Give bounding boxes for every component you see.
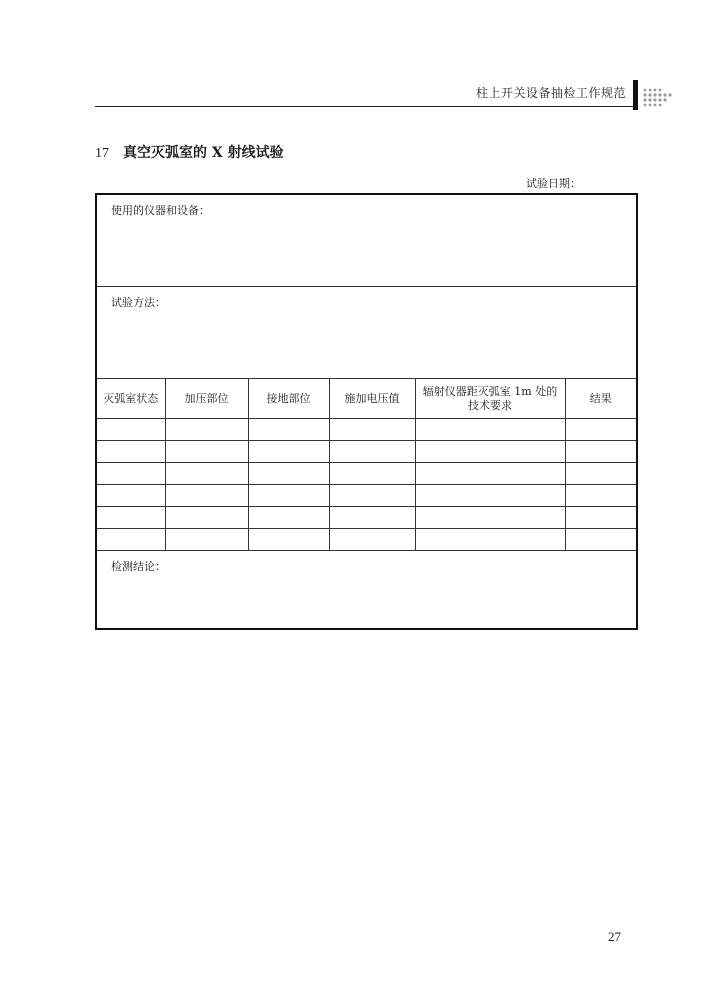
table-row [96,463,637,485]
table-cell[interactable] [565,507,637,529]
section-heading [95,142,284,162]
column-header: 加压部位 [165,379,248,419]
table-cell[interactable] [565,419,637,441]
page-number: 27 [608,929,621,944]
test-date-label: 试验日期： [526,177,581,190]
equipment-block[interactable] [96,194,637,287]
table-cell[interactable] [565,485,637,507]
table-cell[interactable] [165,419,248,441]
column-header [415,379,565,419]
conclusion-label: 检测结论： [111,560,166,573]
table-cell[interactable] [96,507,165,529]
equipment-label: 使用的仪器和设备： [111,204,210,217]
table-cell[interactable] [96,463,165,485]
header-dots-decoration [641,86,675,108]
section-number: 17 [95,146,109,161]
column-header: 结果 [565,379,637,419]
table-cell[interactable] [565,463,637,485]
table-cell[interactable] [165,485,248,507]
method-label: 试验方法： [111,296,166,309]
table-cell[interactable] [165,463,248,485]
table-cell[interactable] [329,441,415,463]
table-cell[interactable] [96,485,165,507]
table-cell[interactable] [329,463,415,485]
table-row [96,441,637,463]
table-cell[interactable] [248,463,329,485]
running-header [95,78,636,107]
table-cell[interactable] [96,419,165,441]
column-header-line: 技术要求 [468,398,512,412]
table-cell[interactable] [415,529,565,551]
section-title: 真空灭弧室的 X 射线试验 [123,145,284,161]
table-cell[interactable] [329,485,415,507]
table-cell[interactable] [165,507,248,529]
table-cell[interactable] [248,485,329,507]
header-accent-bar [633,80,638,110]
conclusion-block[interactable] [96,551,637,630]
table-cell[interactable] [415,507,565,529]
table-cell[interactable] [96,529,165,551]
column-header: 施加电压值 [329,379,415,419]
table-cell[interactable] [415,441,565,463]
table-cell[interactable] [248,507,329,529]
table-cell[interactable] [96,441,165,463]
method-block[interactable] [96,287,637,379]
table-row [96,419,637,441]
running-title: 柱上开关设备抽检工作规范 [475,86,626,100]
table-cell[interactable] [248,529,329,551]
table-header-row [96,379,637,419]
column-header: 灭弧室状态 [96,379,165,419]
table-cell[interactable] [565,529,637,551]
table-cell[interactable] [329,419,415,441]
table-cell[interactable] [329,529,415,551]
table-cell[interactable] [415,463,565,485]
table-cell[interactable] [165,529,248,551]
table-cell[interactable] [248,419,329,441]
table-row [96,507,637,529]
table-cell[interactable] [165,441,248,463]
column-header-line: 辐射仪器距灭弧室 1m 处的 [422,384,558,398]
test-record-table [95,193,638,630]
table-cell[interactable] [415,485,565,507]
column-header: 接地部位 [248,379,329,419]
table-row [96,485,637,507]
table-cell[interactable] [415,419,565,441]
table-cell[interactable] [248,441,329,463]
table-cell[interactable] [565,441,637,463]
table-cell[interactable] [329,507,415,529]
table-row [96,529,637,551]
